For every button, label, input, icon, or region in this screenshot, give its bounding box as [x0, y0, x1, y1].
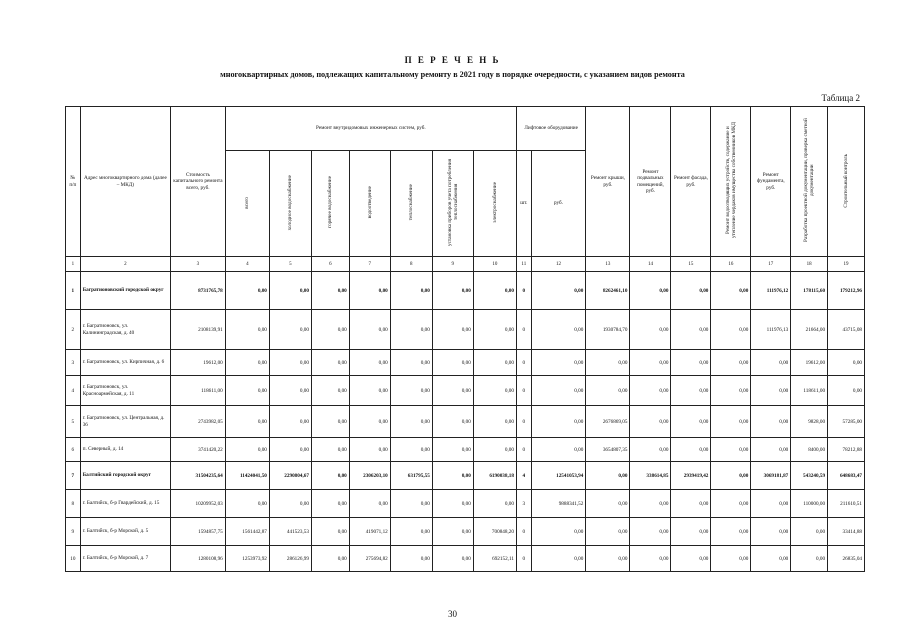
value-cell: 0,00	[269, 272, 311, 310]
value-cell: 0,00	[630, 350, 671, 376]
value-cell: 0,00	[630, 310, 671, 350]
table-row	[66, 518, 865, 546]
table-row	[66, 376, 865, 406]
value-cell: 110000,00	[791, 490, 828, 518]
value-cell: 1253973,92	[225, 546, 269, 572]
value-cell: 0,00	[751, 406, 791, 438]
value-cell: 9828,00	[791, 406, 828, 438]
table-row	[66, 462, 865, 490]
value-cell: 0,00	[311, 406, 349, 438]
value-cell: 0,00	[390, 490, 432, 518]
header-lift-rub: руб.	[531, 151, 586, 257]
value-cell: 0,00	[390, 406, 432, 438]
value-cell: 0,00	[432, 272, 473, 310]
value-cell: 118611,00	[171, 376, 226, 406]
value-cell: 0,00	[432, 518, 473, 546]
value-cell: 0,00	[671, 438, 711, 462]
address-cell: г. Балтийск, б-р Морской, д. 7	[80, 546, 170, 572]
table-row	[66, 546, 865, 572]
value-cell: 178115,60	[791, 272, 828, 310]
value-cell: 0,00	[349, 376, 390, 406]
table-body	[66, 272, 865, 572]
column-number-cell: 10	[473, 257, 516, 272]
value-cell: 0	[516, 546, 531, 572]
value-cell: 0,00	[432, 490, 473, 518]
column-number-cell: 19	[828, 257, 865, 272]
table-row	[66, 350, 865, 376]
value-cell: 0,00	[630, 518, 671, 546]
value-cell: 0	[516, 406, 531, 438]
value-cell: 0,00	[630, 406, 671, 438]
value-cell: 3069181,87	[751, 462, 791, 490]
header-basement: Ремонт подвальных помещений, руб.	[630, 107, 671, 257]
value-cell: 0,00	[311, 310, 349, 350]
value-cell: 0,00	[711, 518, 751, 546]
value-cell: 0,00	[311, 490, 349, 518]
value-cell: 0,00	[432, 310, 473, 350]
value-cell: 4	[516, 462, 531, 490]
value-cell: 0,00	[630, 546, 671, 572]
value-cell: 631795,55	[390, 462, 432, 490]
value-cell: 0	[516, 350, 531, 376]
value-cell: 0,00	[751, 350, 791, 376]
column-number-cell: 17	[751, 257, 791, 272]
value-cell: 0,00	[751, 546, 791, 572]
value-cell: 0,00	[390, 546, 432, 572]
row-number-cell: 10	[66, 546, 81, 572]
value-cell: 0,00	[269, 490, 311, 518]
value-cell: 0,00	[531, 406, 586, 438]
value-cell: 1561442,87	[225, 518, 269, 546]
row-number-cell: 9	[66, 518, 81, 546]
value-cell: 0,00	[630, 376, 671, 406]
value-cell: 0,00	[791, 518, 828, 546]
value-cell: 0,00	[671, 350, 711, 376]
value-cell: 2108139,91	[171, 310, 226, 350]
value-cell: 2676869,05	[586, 406, 630, 438]
value-cell: 0,00	[531, 350, 586, 376]
value-cell: 111976,13	[751, 310, 791, 350]
table-row	[66, 310, 865, 350]
table-row	[66, 406, 865, 438]
value-cell: 12541053,94	[531, 462, 586, 490]
value-cell: 0,00	[791, 546, 828, 572]
value-cell: 0,00	[473, 438, 516, 462]
column-number-cell: 15	[671, 257, 711, 272]
header-eng-total: всего	[225, 151, 269, 257]
value-cell: 2290804,67	[269, 462, 311, 490]
column-number-cell: 7	[349, 257, 390, 272]
address-cell: г. Балтийск, б-р Гвардейский, д. 15	[80, 490, 170, 518]
header-engineering-group: Ремонт внутридомовых инженерных систем, руб.	[225, 107, 516, 151]
value-cell: 118611,00	[791, 376, 828, 406]
repair-list-table	[65, 106, 865, 572]
table-row	[66, 438, 865, 462]
value-cell: 0,00	[751, 490, 791, 518]
value-cell: 21664,00	[791, 310, 828, 350]
value-cell: 0,00	[671, 490, 711, 518]
value-cell: 0,00	[269, 406, 311, 438]
value-cell: 0,00	[531, 272, 586, 310]
value-cell: 0,00	[311, 376, 349, 406]
value-cell: 0,00	[269, 310, 311, 350]
value-cell: 0,00	[630, 272, 671, 310]
value-cell: 0,00	[390, 518, 432, 546]
table-header	[66, 107, 865, 272]
column-number-cell: 6	[311, 257, 349, 272]
value-cell: 0,00	[473, 310, 516, 350]
value-cell: 0,00	[711, 546, 751, 572]
value-cell: 0,00	[311, 272, 349, 310]
value-cell: 0,00	[630, 438, 671, 462]
value-cell: 0,00	[711, 490, 751, 518]
value-cell: 286126,99	[269, 546, 311, 572]
value-cell: 0,00	[671, 310, 711, 350]
value-cell: 2743982,05	[171, 406, 226, 438]
value-cell: 3741420,22	[171, 438, 226, 462]
value-cell: 57285,00	[828, 406, 865, 438]
value-cell: 0,00	[390, 310, 432, 350]
value-cell: 0,00	[349, 406, 390, 438]
value-cell: 0,00	[711, 310, 751, 350]
value-cell: 0,00	[711, 462, 751, 490]
row-number-cell: 8	[66, 490, 81, 518]
value-cell: 0,00	[531, 376, 586, 406]
header-design-docs: Разработка проектной документации, проверка сметной документации	[791, 107, 828, 257]
value-cell: 78212,88	[828, 438, 865, 462]
value-cell: 179212,96	[828, 272, 865, 310]
value-cell: 0,00	[432, 406, 473, 438]
page-number: 30	[448, 609, 457, 619]
value-cell: 0,00	[311, 350, 349, 376]
value-cell: 1280108,96	[171, 546, 226, 572]
document-title: П Е Р Е Ч Е Н Ь	[404, 55, 501, 65]
value-cell: 2939419,42	[671, 462, 711, 490]
header-construction-control: Строительный контроль	[828, 107, 865, 257]
value-cell: 0,00	[586, 462, 630, 490]
column-number-cell: 4	[225, 257, 269, 272]
value-cell: 0,00	[711, 272, 751, 310]
column-number-cell: 13	[586, 257, 630, 272]
header-num: № п/п	[66, 107, 81, 257]
row-number-cell: 6	[66, 438, 81, 462]
column-number-cell: 8	[390, 257, 432, 272]
value-cell: 0,00	[269, 350, 311, 376]
value-cell: 10209952,03	[171, 490, 226, 518]
column-number-cell: 2	[80, 257, 170, 272]
table-caption: Таблица 2	[821, 93, 860, 103]
header-sewerage: водоотведение	[349, 151, 390, 257]
value-cell: 0,00	[671, 406, 711, 438]
value-cell: 0,00	[269, 438, 311, 462]
value-cell: 2306203,10	[349, 462, 390, 490]
value-cell: 0,00	[432, 462, 473, 490]
value-cell: 19612,00	[791, 350, 828, 376]
value-cell: 0,00	[349, 272, 390, 310]
address-cell: п. Северный, д. 14	[80, 438, 170, 462]
value-cell: 0,00	[586, 376, 630, 406]
document-subtitle: многоквартирных домов, подлежащих капитальному ремонту в 2021 году в порядке очередности, с указанием видов ремонта	[220, 70, 685, 79]
value-cell: 0,00	[225, 438, 269, 462]
value-cell: 0,00	[473, 406, 516, 438]
value-cell: 0,00	[311, 438, 349, 462]
value-cell: 3654807,35	[586, 438, 630, 462]
value-cell: 0,00	[671, 376, 711, 406]
value-cell: 8400,00	[791, 438, 828, 462]
value-cell: 8262461,10	[586, 272, 630, 310]
value-cell: 0,00	[828, 376, 865, 406]
address-cell: Багратионовский городской округ	[80, 272, 170, 310]
value-cell: 0,00	[432, 546, 473, 572]
value-cell: 0,00	[473, 272, 516, 310]
value-cell: 9888341,52	[531, 490, 586, 518]
value-cell: 0,00	[711, 376, 751, 406]
value-cell: 0,00	[671, 272, 711, 310]
value-cell: 0,00	[225, 310, 269, 350]
header-drainage: Ремонт водоотводящих устройств, содержание и утепление чердаков имущества собственников МКД	[711, 107, 751, 257]
header-hot-water: горячее водоснабжение	[311, 151, 349, 257]
value-cell: 1594857,75	[171, 518, 226, 546]
value-cell: 419071,12	[349, 518, 390, 546]
value-cell: 8731765,78	[171, 272, 226, 310]
column-number-cell: 9	[432, 257, 473, 272]
value-cell: 0,00	[531, 546, 586, 572]
value-cell: 33414,88	[828, 518, 865, 546]
header-cold-water: холодное водоснабжение	[269, 151, 311, 257]
value-cell: 0,00	[711, 438, 751, 462]
value-cell: 0,00	[711, 406, 751, 438]
header-address: Адрес многоквартирного дома (далее – МКД)	[80, 107, 170, 257]
header-lift-units: шт.	[516, 151, 531, 257]
value-cell: 6190038,18	[473, 462, 516, 490]
header-roof: Ремонт крыши, руб.	[586, 107, 630, 257]
value-cell: 441523,53	[269, 518, 311, 546]
value-cell: 0,00	[349, 350, 390, 376]
header-foundation: Ремонт фундамента, руб.	[751, 107, 791, 257]
header-heating: теплоснабжение	[390, 151, 432, 257]
value-cell: 211610,51	[828, 490, 865, 518]
address-cell: г. Багратионовск, ул. Калининградская, д. 40	[80, 310, 170, 350]
value-cell: 111976,12	[751, 272, 791, 310]
value-cell: 0,00	[225, 376, 269, 406]
header-electricity: электроснабжение	[473, 151, 516, 257]
value-cell: 0,00	[311, 518, 349, 546]
value-cell: 0,00	[390, 272, 432, 310]
value-cell: 0,00	[311, 546, 349, 572]
address-cell: Балтийский городской округ	[80, 462, 170, 490]
column-number-cell: 1	[66, 257, 81, 272]
header-lift-group: Лифтовое оборудование	[516, 107, 585, 151]
value-cell: 0,00	[671, 546, 711, 572]
value-cell: 0,00	[630, 490, 671, 518]
column-number-cell: 12	[531, 257, 586, 272]
value-cell: 0,00	[349, 438, 390, 462]
value-cell: 0,00	[586, 546, 630, 572]
value-cell: 338614,85	[630, 462, 671, 490]
column-number-cell: 3	[171, 257, 226, 272]
value-cell: 0,00	[225, 406, 269, 438]
value-cell: 0	[516, 438, 531, 462]
value-cell: 0,00	[473, 490, 516, 518]
value-cell: 0	[516, 310, 531, 350]
value-cell: 0,00	[586, 518, 630, 546]
value-cell: 0,00	[432, 376, 473, 406]
value-cell: 0	[516, 272, 531, 310]
column-number-cell: 11	[516, 257, 531, 272]
column-number-cell: 5	[269, 257, 311, 272]
row-number-cell: 1	[66, 272, 81, 310]
value-cell: 0,00	[531, 438, 586, 462]
value-cell: 700848,20	[473, 518, 516, 546]
value-cell: 0,00	[225, 272, 269, 310]
value-cell: 3	[516, 490, 531, 518]
address-cell: г. Балтийск, б-р Морской, д. 5	[80, 518, 170, 546]
value-cell: 0,00	[751, 376, 791, 406]
value-cell: 0,00	[828, 350, 865, 376]
address-cell: г. Багратионовск, ул. Кирпичная, д. 6	[80, 350, 170, 376]
column-number-cell: 14	[630, 257, 671, 272]
column-number-row	[66, 257, 865, 272]
row-number-cell: 2	[66, 310, 81, 350]
column-number-cell: 18	[791, 257, 828, 272]
address-cell: г. Багратионовск, ул. Красноармейская, д. 11	[80, 376, 170, 406]
value-cell: 0,00	[586, 490, 630, 518]
column-number-cell: 16	[711, 257, 751, 272]
value-cell: 0,00	[671, 518, 711, 546]
value-cell: 0,00	[531, 310, 586, 350]
value-cell: 43715,08	[828, 310, 865, 350]
value-cell: 0,00	[711, 350, 751, 376]
table-row	[66, 272, 865, 310]
value-cell: 11424041,50	[225, 462, 269, 490]
value-cell: 0,00	[390, 438, 432, 462]
value-cell: 648683,47	[828, 462, 865, 490]
value-cell: 543240,59	[791, 462, 828, 490]
value-cell: 0	[516, 376, 531, 406]
value-cell: 0,00	[349, 490, 390, 518]
value-cell: 0,00	[531, 518, 586, 546]
row-number-cell: 4	[66, 376, 81, 406]
table-row	[66, 490, 865, 518]
value-cell: 19612,00	[171, 350, 226, 376]
value-cell: 0,00	[269, 376, 311, 406]
row-number-cell: 3	[66, 350, 81, 376]
value-cell: 0,00	[225, 490, 269, 518]
value-cell: 692152,11	[473, 546, 516, 572]
value-cell: 31504235,64	[171, 462, 226, 490]
value-cell: 0,00	[473, 376, 516, 406]
value-cell: 0	[516, 518, 531, 546]
value-cell: 1930784,70	[586, 310, 630, 350]
value-cell: 0,00	[586, 350, 630, 376]
value-cell: 0,00	[432, 350, 473, 376]
value-cell: 0,00	[473, 350, 516, 376]
value-cell: 0,00	[311, 462, 349, 490]
row-number-cell: 7	[66, 462, 81, 490]
header-heat-meters: установка приборов учета потребления теплоснабжения	[432, 151, 473, 257]
value-cell: 0,00	[225, 350, 269, 376]
header-facade: Ремонт фасада, руб.	[671, 107, 711, 257]
value-cell: 0,00	[432, 438, 473, 462]
address-cell: г. Багратионовск, ул. Центральная, д. 36	[80, 406, 170, 438]
value-cell: 0,00	[751, 518, 791, 546]
header-cost: Стоимость капитального ремонта всего, руб.	[171, 107, 226, 257]
value-cell: 0,00	[390, 376, 432, 406]
row-number-cell: 5	[66, 406, 81, 438]
value-cell: 275694,82	[349, 546, 390, 572]
value-cell: 26835,04	[828, 546, 865, 572]
value-cell: 0,00	[751, 438, 791, 462]
value-cell: 0,00	[390, 350, 432, 376]
value-cell: 0,00	[349, 310, 390, 350]
